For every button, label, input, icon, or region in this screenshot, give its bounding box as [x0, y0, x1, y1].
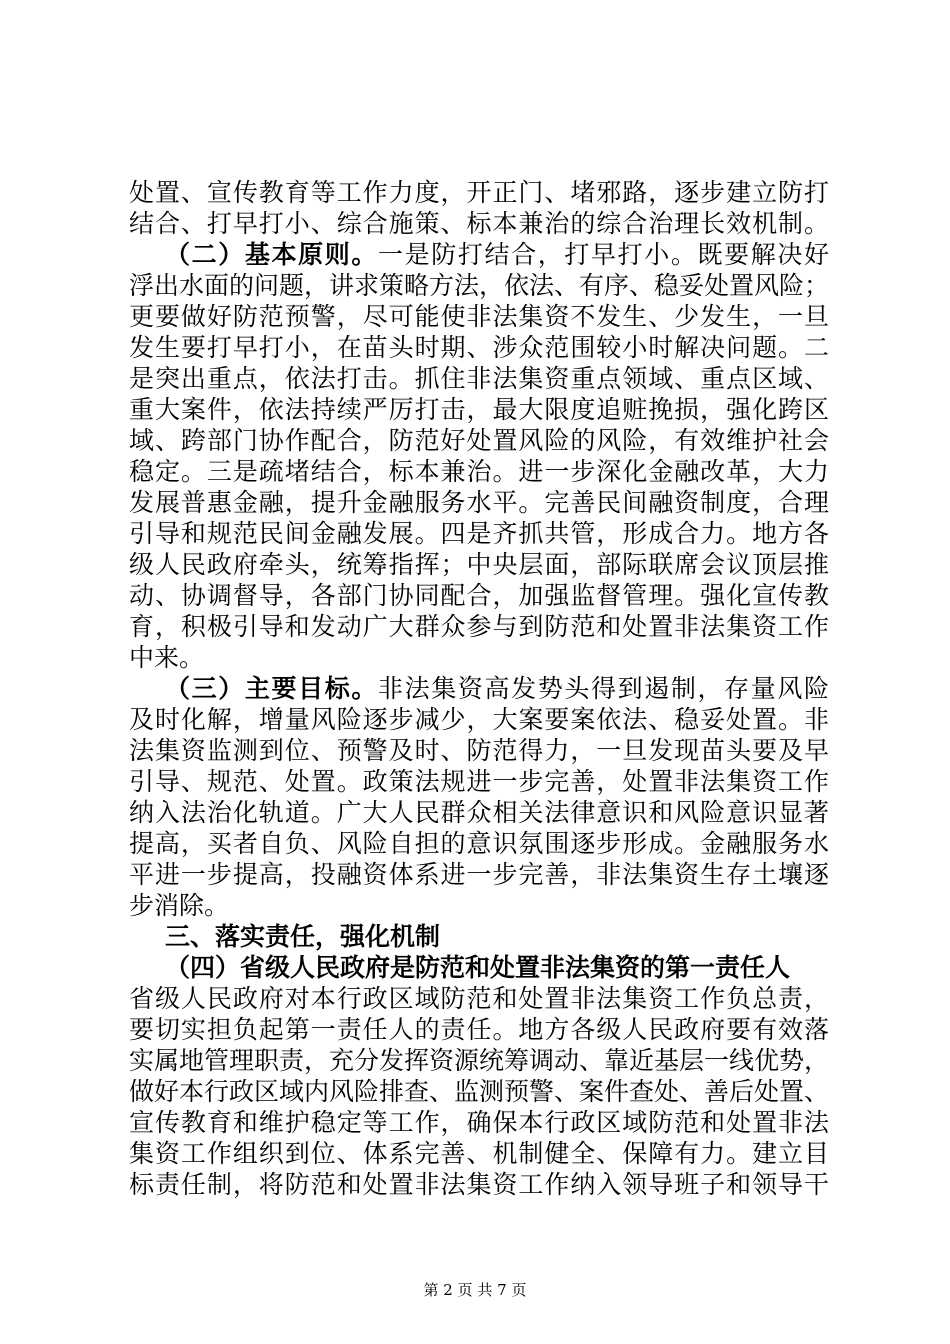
body-line: 浮出水面的问题，讲求策略方法，依法、有序、稳妥处置风险； [129, 271, 830, 300]
body-line: 实属地管理职责，充分发挥资源统筹调动、靠近基层一线优势， [129, 1046, 830, 1075]
body-line: 省级人民政府对本行政区域防范和处置非法集资工作负总责， [129, 984, 829, 1013]
body-text: 非法集资高发势头得到遏制，存量风险 [378, 674, 829, 703]
section-3-heading: （三）主要目标。 [165, 674, 378, 703]
body-line: 动、协调督导，各部门协同配合，加强监督管理。强化宣传教 [129, 581, 829, 610]
page-footer: 第 2 页 共 7 页 [423, 1281, 527, 1299]
body-line: 法集资监测到位、预警及时、防范得力，一旦发现苗头要及早 [129, 736, 829, 765]
body-line: 是突出重点，依法打击。抓住非法集资重点领域、重点区域、 [129, 364, 829, 393]
body-line: 稳定。三是疏堵结合，标本兼治。进一步深化金融改革，大力 [129, 457, 829, 486]
body-line: 中来。 [129, 643, 205, 672]
body-line: 做好本行政区域内风险排查、监测预警、案件查处、善后处置、 [129, 1077, 830, 1106]
section-4-heading: （四）省级人民政府是防范和处置非法集资的第一责任人 [165, 953, 791, 982]
body-line: 集资工作组织到位、体系完善、机制健全、保障有力。建立目 [129, 1139, 829, 1168]
section-2-heading: （二）基本原则。 [165, 240, 378, 269]
body-line: 要切实担负起第一责任人的责任。地方各级人民政府要有效落 [129, 1015, 829, 1044]
body-line: 及时化解，增量风险逐步减少，大案要案依法、稳妥处置。非 [129, 705, 829, 734]
body-line: 纳入法治化轨道。广大人民群众相关法律意识和风险意识显著 [129, 798, 829, 827]
body-line: 引导、规范、处置。政策法规进一步完善，处置非法集资工作 [129, 767, 829, 796]
section-2-line [165, 238, 829, 272]
body-text: 一是防打结合，打早打小。既要解决好 [378, 240, 829, 269]
body-line: 育，积极引导和发动广大群众参与到防范和处置非法集资工作 [129, 612, 829, 641]
body-line: 域、跨部门协作配合，防范好处置风险的风险，有效维护社会 [129, 426, 829, 455]
body-line: 步消除。 [129, 891, 230, 920]
section-3-line [165, 672, 829, 706]
body-line: 宣传教育和维护稳定等工作，确保本行政区域防范和处置非法 [129, 1108, 829, 1137]
body-line: 结合、打早打小、综合施策、标本兼治的综合治理长效机制。 [129, 209, 829, 238]
chapter-heading: 三、落实责任，强化机制 [165, 922, 441, 951]
body-line: 级人民政府牵头，统筹指挥；中央层面，部际联席会议顶层推 [129, 550, 829, 579]
body-line: 发生要打早打小，在苗头时期、涉众范围较小时解决问题。二 [129, 333, 829, 362]
body-line: 引导和规范民间金融发展。四是齐抓共管，形成合力。地方各 [129, 519, 829, 548]
body-line: 标责任制，将防范和处置非法集资工作纳入领导班子和领导干 [129, 1170, 829, 1199]
body-line: 平进一步提高，投融资体系进一步完善，非法集资生存土壤逐 [129, 860, 829, 889]
body-line: 更要做好防范预警，尽可能使非法集资不发生、少发生，一旦 [129, 302, 829, 331]
body-line: 发展普惠金融，提升金融服务水平。完善民间融资制度，合理 [129, 488, 829, 517]
body-line: 重大案件，依法持续严厉打击，最大限度追赃挽损，强化跨区 [129, 395, 829, 424]
body-line: 处置、宣传教育等工作力度，开正门、堵邪路，逐步建立防打 [129, 178, 829, 207]
body-line: 提高，买者自负、风险自担的意识氛围逐步形成。金融服务水 [129, 829, 829, 858]
